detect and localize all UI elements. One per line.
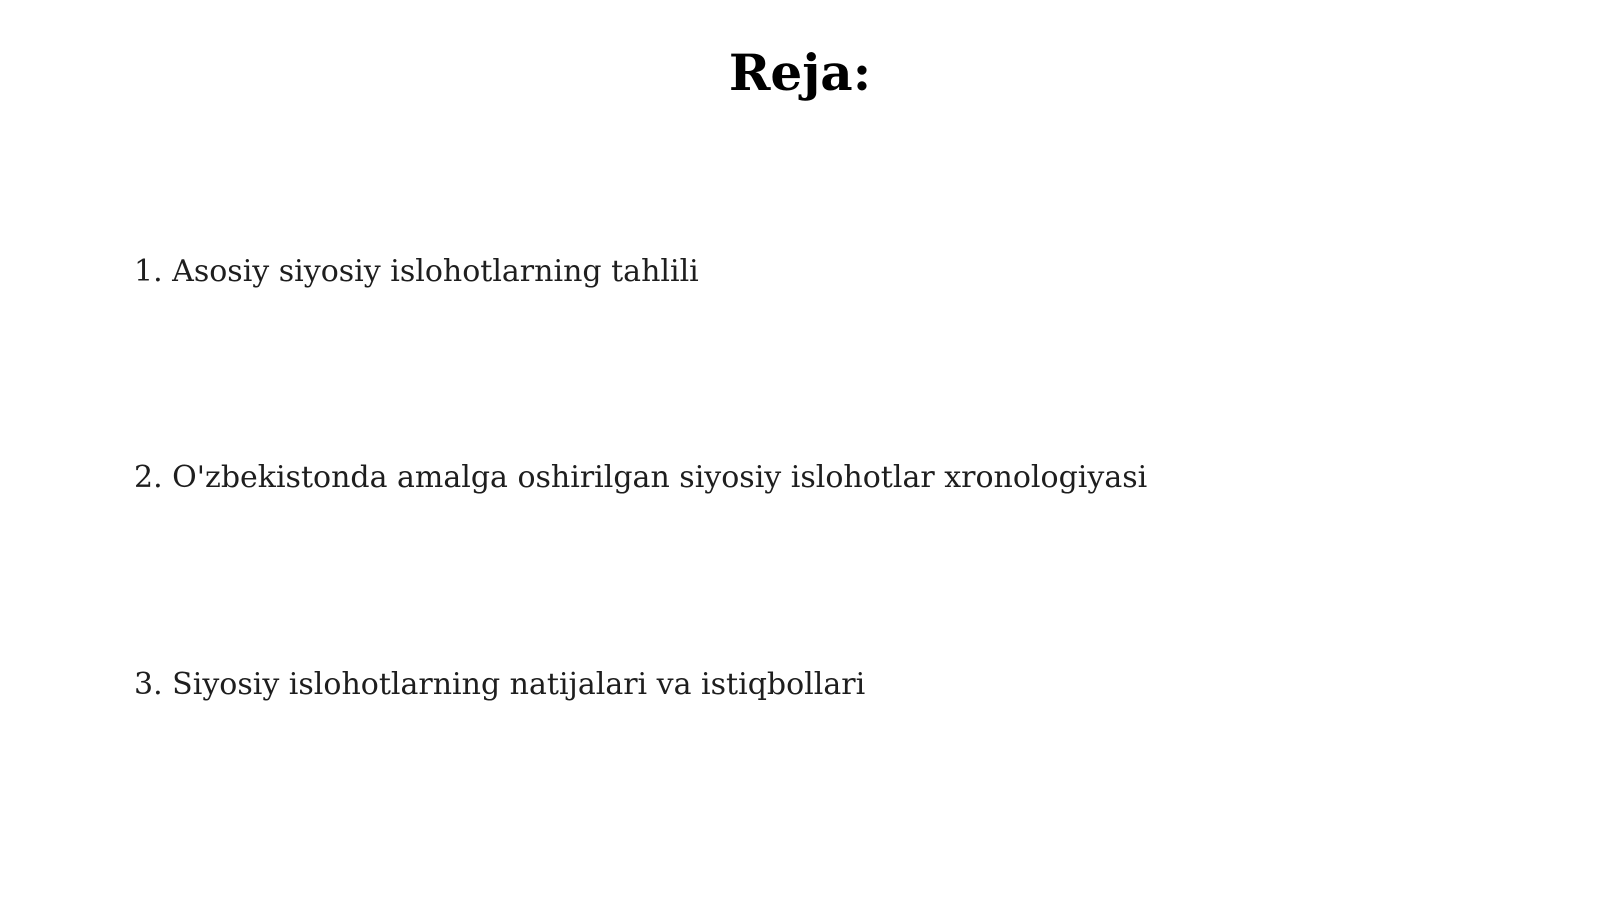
plan-item-text: Asosiy siyosiy islohotlarning tahlili [172,254,699,289]
plan-item-text: Siyosiy islohotlarning natijalari va istiqbollari [172,667,866,702]
plan-item-number: 1. [134,254,163,289]
plan-item-number: 3. [134,667,163,702]
plan-item-number: 2. [134,460,163,495]
plan-item [134,458,1147,498]
plan-item [134,665,865,705]
slide-title: Reja: [728,43,872,102]
plan-item [134,252,699,292]
plan-item-text: O'zbekistonda amalga oshirilgan siyosiy islohotlar xronologiyasi [172,460,1148,495]
